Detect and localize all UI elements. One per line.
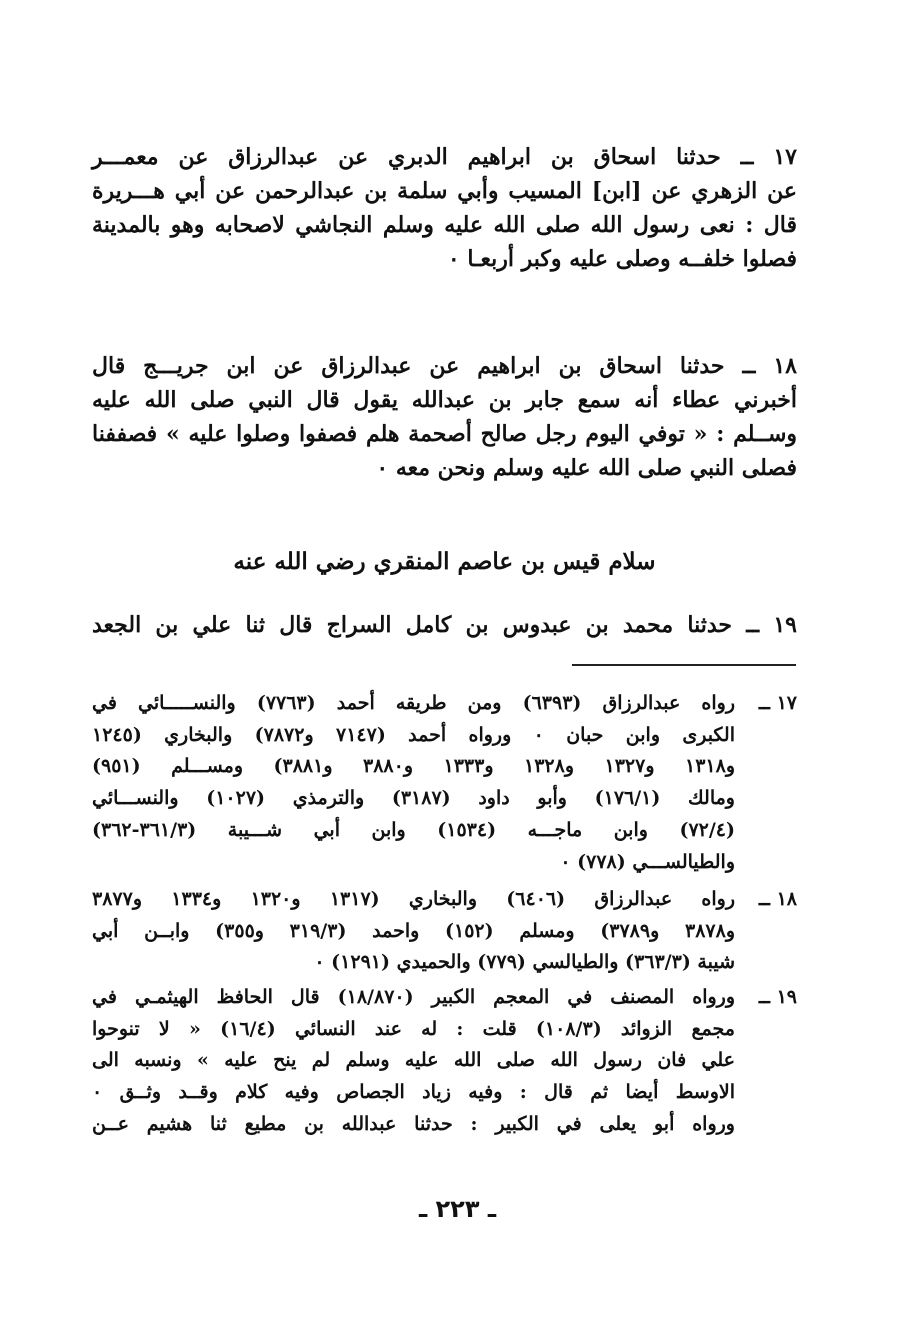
footnote-line: ورواه المصنف في المعجم الكبير (١٨/٨٧٠) قال الحافظ الهيثمـي في xyxy=(92,986,736,1008)
footnote-line: والطيالســـي (٧٧٨) ٠ xyxy=(560,850,735,873)
text-line: قال : نعى رسول الله صلى الله عليه وسلم النجاشي لاصحابه وهو بالمدينة xyxy=(92,212,797,239)
text-line: عن الزهري عن [ابن] المسيب وأبي سلمة بن عبدالرحمن عن أبي هـــريرة xyxy=(92,178,797,205)
section-heading: سلام قيس بن عاصم المنقري رضي الله عنه xyxy=(233,548,656,575)
footnote-line: رواه عبدالرزاق (٦٤٠٦) والبخاري (١٣١٧ و١٣٢٠ و١٣٣٤ و٣٨٧٧ xyxy=(92,888,736,910)
footnote-line: ورواه أبو يعلى في الكبير : حدثنا عبدالله بن مطيع ثنا هشيم عــن xyxy=(92,1112,735,1135)
footnote-19 xyxy=(92,982,797,1141)
footnote-line: رواه عبدالرزاق (٦٣٩٣) ومن طريقه أحمد (٧٧٦٣) والنســـــائي في xyxy=(92,692,735,714)
text-line: ١٩ ــ حدثنا محمد بن عبدوس بن كامل السراج قال ثنا علي بن الجعد xyxy=(92,612,797,638)
text-line: وســلم : « توفي اليوم رجل صالح أصحمة هلم فصفوا وصلوا عليه » فصففنا xyxy=(92,421,797,448)
footnote-line: شيبة (٣٦٣/٣) والطيالسي (٧٧٩) والحميدي (١٢٩١) ٠ xyxy=(314,951,735,974)
footnote-17 xyxy=(92,688,797,878)
footnote-line: مجمع الزوائد (١٠٨/٣) قلت : له عند النسائي (١٦/٤) « لا تنوحوا xyxy=(92,1017,735,1040)
footnote-number: ١٨ ــ xyxy=(758,888,797,910)
footnote-number: ١٩ ــ xyxy=(758,986,797,1008)
footnote-line: الكبرى وابن حبان ٠ ورواه أحمد (٧١٤٧ و٧٨٧٢) والبخاري (١٢٤٥ xyxy=(92,723,735,746)
page-number: ـ ٢٢٣ ـ xyxy=(418,1195,497,1223)
footnote-number: ١٧ ــ xyxy=(758,692,797,714)
footnote-separator xyxy=(572,664,796,666)
text-line: أخبرني عطاء أنه سمع جابر بن عبدالله يقول قال النبي صلى الله عليه xyxy=(92,387,797,414)
footnote-line: ومالك (١٧٦/١) وأبو داود (٣١٨٧) والترمذي (١٠٢٧) والنســـائي xyxy=(92,787,735,810)
footnote-line: الاوسط أيضا ثم قال : وفيه زياد الجصاص وفيه كلام وقــد وثــق ٠ xyxy=(92,1081,735,1104)
hadith-paragraph-17 xyxy=(92,140,797,276)
footnote-body xyxy=(92,884,735,979)
hadith-paragraph-18 xyxy=(92,349,797,485)
footnote-18 xyxy=(92,884,797,979)
footnote-body xyxy=(92,688,735,878)
text-line: ١٧ ــ حدثنا اسحاق بن ابراهيم الدبري عن عبدالرزاق عن معمـــر xyxy=(92,144,797,170)
footnote-line: و١٣١٨ و١٣٢٧ و١٣٢٨ و١٣٣٣ و٣٨٨٠ و٣٨٨١) ومســـلم (٩٥١) xyxy=(92,755,736,778)
hadith-paragraph-19 xyxy=(92,608,797,642)
text-line: فصلى النبي صلى الله عليه وسلم ونحن معه ٠ xyxy=(376,455,797,482)
footnote-line: علي فان رسول الله صلى الله عليه وسلم لم ينح عليه » ونسبه الى xyxy=(92,1049,735,1072)
footnote-line: (٧٢/٤) وابن ماجـــه (١٥٣٤) وابن أبي شـــيبة (٣٦١/٣-٣٦٢) xyxy=(92,818,735,841)
text-line: ١٨ ــ حدثنا اسحاق بن ابراهيم عن عبدالرزاق عن ابن جريـــج قال xyxy=(92,353,797,379)
footnote-body xyxy=(92,982,735,1141)
footnote-line: و٣٨٧٨ و٣٧٨٩) ومسلم (١٥٢) واحمد (٣١٩/٣ و٣٥٥) وابــن أبي xyxy=(92,919,735,942)
text-line: فصلوا خلفــه وصلى عليه وكبر أربعـا ٠ xyxy=(447,246,797,273)
